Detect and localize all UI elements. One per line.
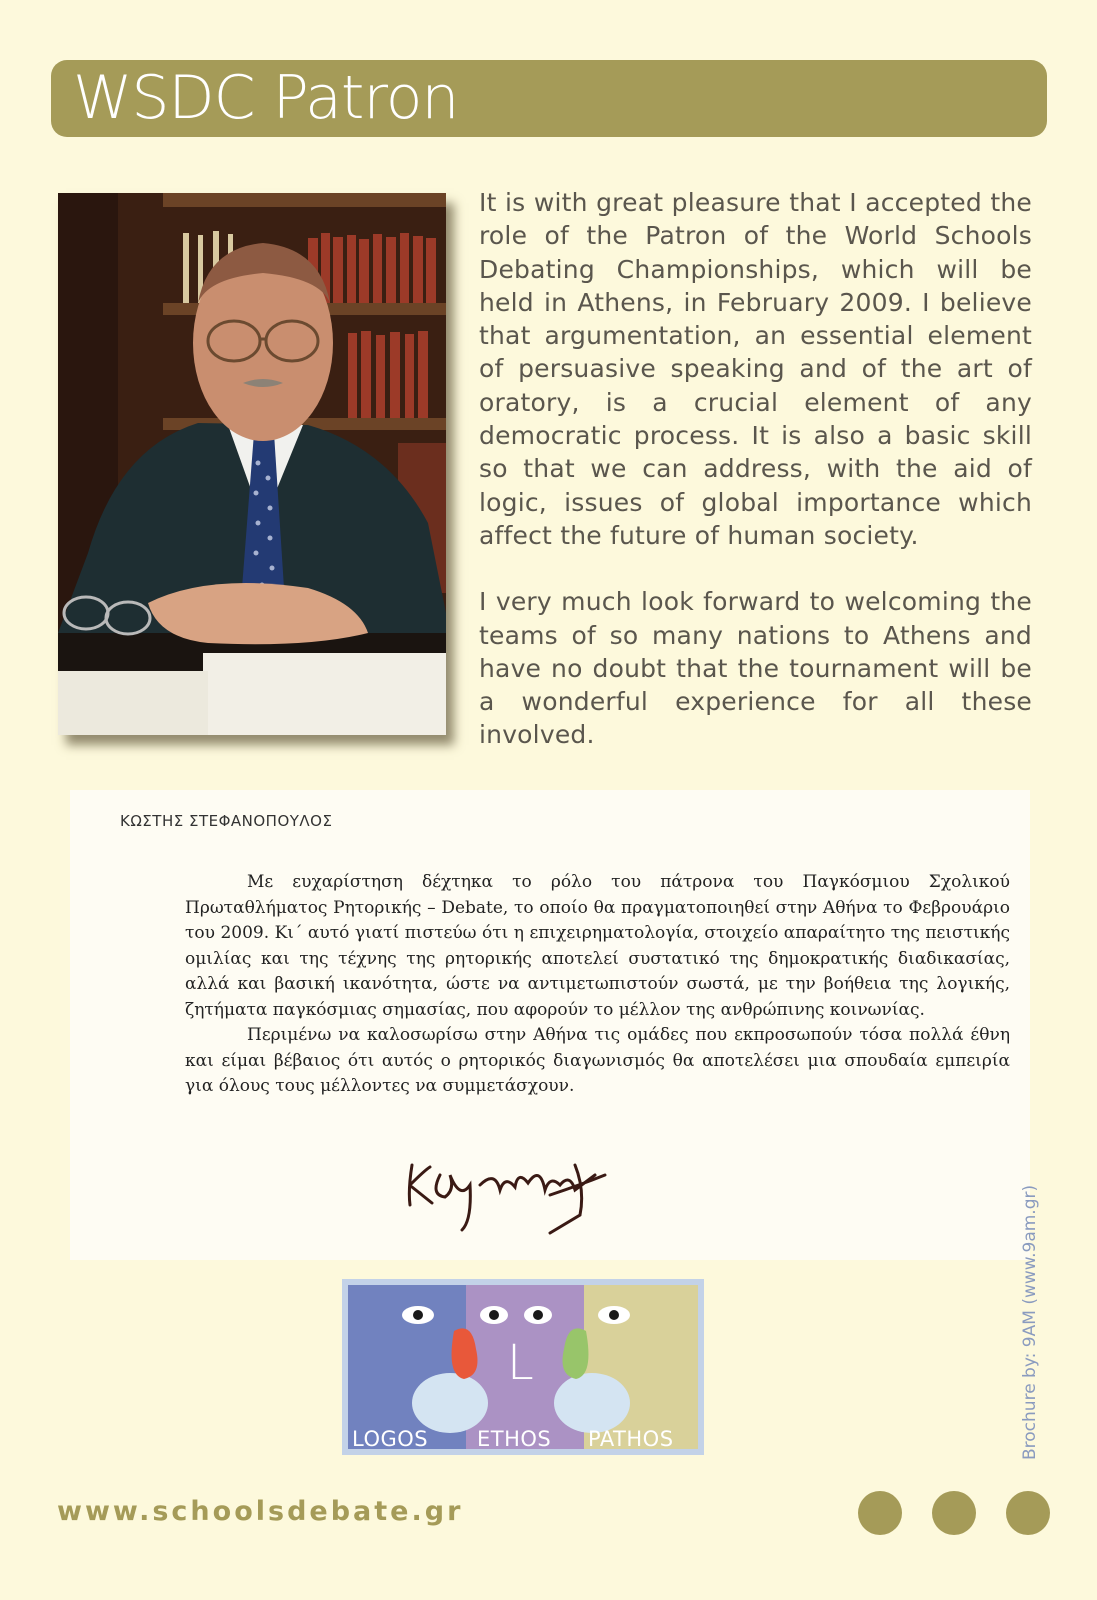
logo-label-logos: LOGOS xyxy=(352,1427,429,1451)
title-bar xyxy=(51,60,1047,137)
brochure-credit: Brochure by: 9AM (www.9am.gr) xyxy=(1020,1184,1040,1460)
letter-paragraph-1: Με ευχαρίστηση δέχτηκα το ρόλο του πάτρονα του Παγκόσμιου Σχολικού Πρωταθλήματος Ρητορικής – Debate, το οποίο θα πραγματοποιηθεί στην Αθήνα το Φεβρουάριο του 2009. Κι΄ αυτό γιατί πιστεύω ότι η επιχειρηματολογία, στοιχείο απαραίτητο της πειστικής ομιλίας και της τέχνης της ρητορικής αποτελεί συστατικό της δημοκρατικής διαδικασίας, αλλά και βασική ικανότητα, ώστε να αντιμετωπιστούν σωστά, με την βοήθεια της λογικής, ζητήματα παγκόσμιας σημασίας, που αφορούν το μέλλον της ανθρώπινης κοινωνίας. xyxy=(185,872,1010,1020)
logo-center-letter: L xyxy=(507,1335,534,1391)
patron-message-english xyxy=(479,186,1032,785)
logos-ethos-pathos-logo xyxy=(342,1279,704,1455)
logo-label-ethos: ETHOS xyxy=(477,1427,552,1451)
letter-paragraph-2: Περιμένω να καλοσωρίσω στην Αθήνα τις ομάδες που εκπροσωπούν τόσα πολλά έθνη και είμαι βέβαιος ότι αυτός ο ρητορικός διαγωνισμός θα αποτελέσει μια σπουδαία εμπειρία για όλους τους μέλλοντες να συμμετάσχουν. xyxy=(185,1025,1010,1096)
decorative-dot-2 xyxy=(932,1491,976,1535)
patron-photo xyxy=(58,193,446,735)
handwritten-signature xyxy=(400,1145,640,1235)
letter-body xyxy=(185,870,1010,1100)
page-title: WSDC Patron xyxy=(73,63,459,133)
decorative-dot-3 xyxy=(1006,1491,1050,1535)
decorative-dot-1 xyxy=(858,1491,902,1535)
logo-label-pathos: PATHOS xyxy=(588,1427,674,1451)
website-url[interactable]: www.schoolsdebate.gr xyxy=(57,1496,464,1527)
intro-paragraph-2: I very much look forward to welcoming the teams of so many nations to Athens and have no doubt that the tournament will be a wonderful experience for all these involved. xyxy=(479,587,1032,750)
intro-paragraph-1: It is with great pleasure that I accepted the role of the Patron of the World Schools Debating Championships, which will be held in Athens, in February 2009. I believe that argumentation, an essential element of persuasive speaking and of the art of oratory, is a crucial element of any democratic process. It is also a basic skill so that we can address, with the aid of logic, issues of global importance which affect the future of human society. xyxy=(479,188,1032,550)
letter-sender: ΚΩΣΤΗΣ ΣΤΕΦΑΝΟΠΟΥΛΟΣ xyxy=(120,812,333,830)
greek-letter xyxy=(70,790,1030,1260)
